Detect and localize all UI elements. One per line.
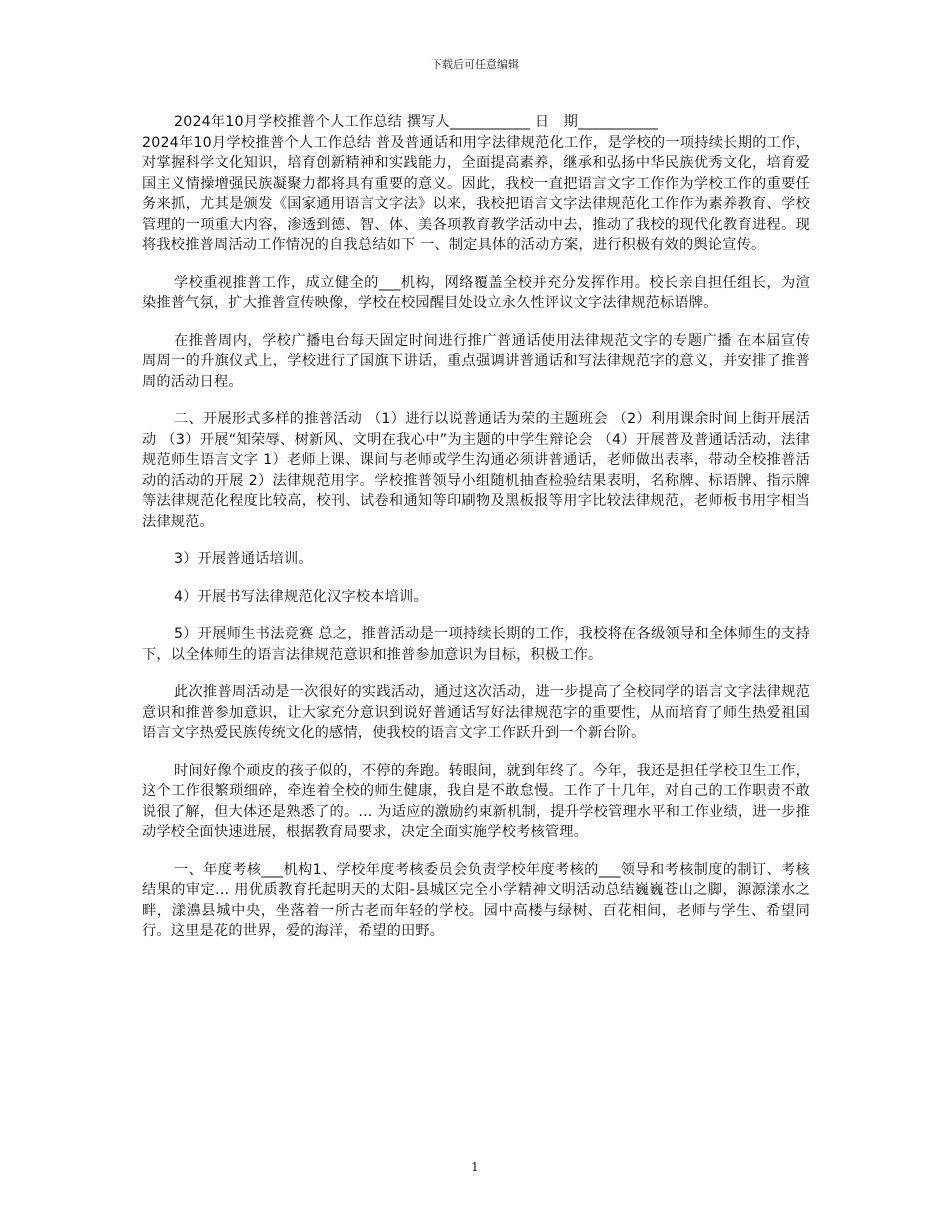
paragraph-activities: 二、开展形式多样的推普活动 （1）进行以说普通话为荣的主题班会 （2）利用课余时间上街开展活动 （3）开展“知荣辱、树新风、文明在我心中”为主题的中学生辩论会 （4）开展普及普通话活动，法律规范师生语言文字 1）老师上课、课间与老师或学生沟通必须讲普通话，老师做出表率，带动全校推普活动的活动的开展 2）法律规范用字。学校推普领导小组随机抽查检验结果表明，名称牌、标语牌、指示牌等法律规范化程度比较高，校刊、试卷和通知等印刷物及黑板报等用字比较法律规范，老师板书用字相当法律规范。 [142, 411, 810, 530]
page-header: 下载后可任意编辑 [431, 58, 519, 71]
paragraph-calligraphy: 5）开展师生书法竞赛 总之，推普活动是一项持续长期的工作，我校将在各级领导和全体师生的支持下，以全体师生的语言法律规范意识和推普参加意识为目标，积极工作。 [142, 626, 810, 663]
paragraph-training: 3）开展普通话培训。 [174, 551, 313, 567]
document-title-line: 2024年10月学校推普个人工作总结 撰写人___________ 日 期___________ [174, 114, 659, 130]
paragraph-assessment: 一、年度考核___机构1、学校年度考核委员会负责学校年度考核的___领导和考核制度的制订、考核结果的审定... 用优质教育托起明天的太阳-县城区完全小学精神文明活动总结巍巍苍山之脚，源源漾水之畔，漾濞县城中央，坐落着一所古老而年轻的学校。园中高楼与绿树、百花相间，老师与学生、希望同行。这里是花的世界，爱的海洋，希望的田野。 [142, 861, 810, 939]
paragraph-writing-training: 4）开展书写法律规范化汉字校本培训。 [174, 588, 428, 605]
paragraph-summary: 此次推普周活动是一次很好的实践活动，通过这次活动，进一步提高了全校同学的语言文字法律规范意识和推普参加意识，让大家充分意识到说好普通话写好法律规范字的重要性，从而培育了师生热爱祖国语言文字热爱民族传统文化的感情，使我校的语言文字工作跃升到一个新台阶。 [142, 684, 810, 741]
page-number: 1 [471, 1160, 479, 1174]
paragraph-hygiene: 时间好像个顽皮的孩子似的，不停的奔跑。转眼间，就到年终了。今年，我还是担任学校卫生工作，这个工作很繁琐细碎，牵连着全校的师生健康，我自是不敢怠慢。工作了十几年，对自己的工作职责不敢说很了解，但大体还是熟悉了的。... 为适应的激励约束新机制，提升学校管理水平和工作业绩，进一步推动学校全面快速进展，根据教育局要求，决定全面实施学校考核管理。 [142, 762, 810, 840]
paragraph-organization: 学校重视推普工作，成立健全的___机构，网络覆盖全校并充分发挥作用。校长亲自担任组长，为渲染推普气氛，扩大推普宣传映像，学校在校园醒目处设立永久性评议文字法律规范标语牌。 [142, 274, 810, 311]
paragraph-broadcast: 在推普周内，学校广播电台每天固定时间进行推广普通话使用法律规范文字的专题广播 在本届宣传周周一的升旗仪式上，学校进行了国旗下讲话，重点强调讲普通话和写法律规范字的意义，并安排了推普周的活动日程。 [142, 332, 810, 390]
document-body [142, 112, 810, 959]
intro-body: 2024年10月学校推普个人工作总结 普及普通话和用字法律规范化工作，是学校的一项持续长期的工作，对掌握科学文化知识，培育创新精神和实践能力，全面提高素养，继承和弘扬中华民族优秀文化，培育爱国主义情操增强民族凝聚力都将具有重要的意义。因此，我校一直把语言文字工作作为学校工作的重要任务来抓，尤其是颁发《国家通用语言文字法》以来，我校把语言文字法律规范化工作作为素养教育、学校管理的一项重大内容，渗透到德、智、体、美各项教育教学活动中去，推动了我校的现代化教育进程。现将我校推普周活动工作情况的自我总结如下 一、制定具体的活动方案，进行积极有效的舆论宣传。 [142, 134, 810, 253]
intro-paragraph [142, 112, 810, 256]
